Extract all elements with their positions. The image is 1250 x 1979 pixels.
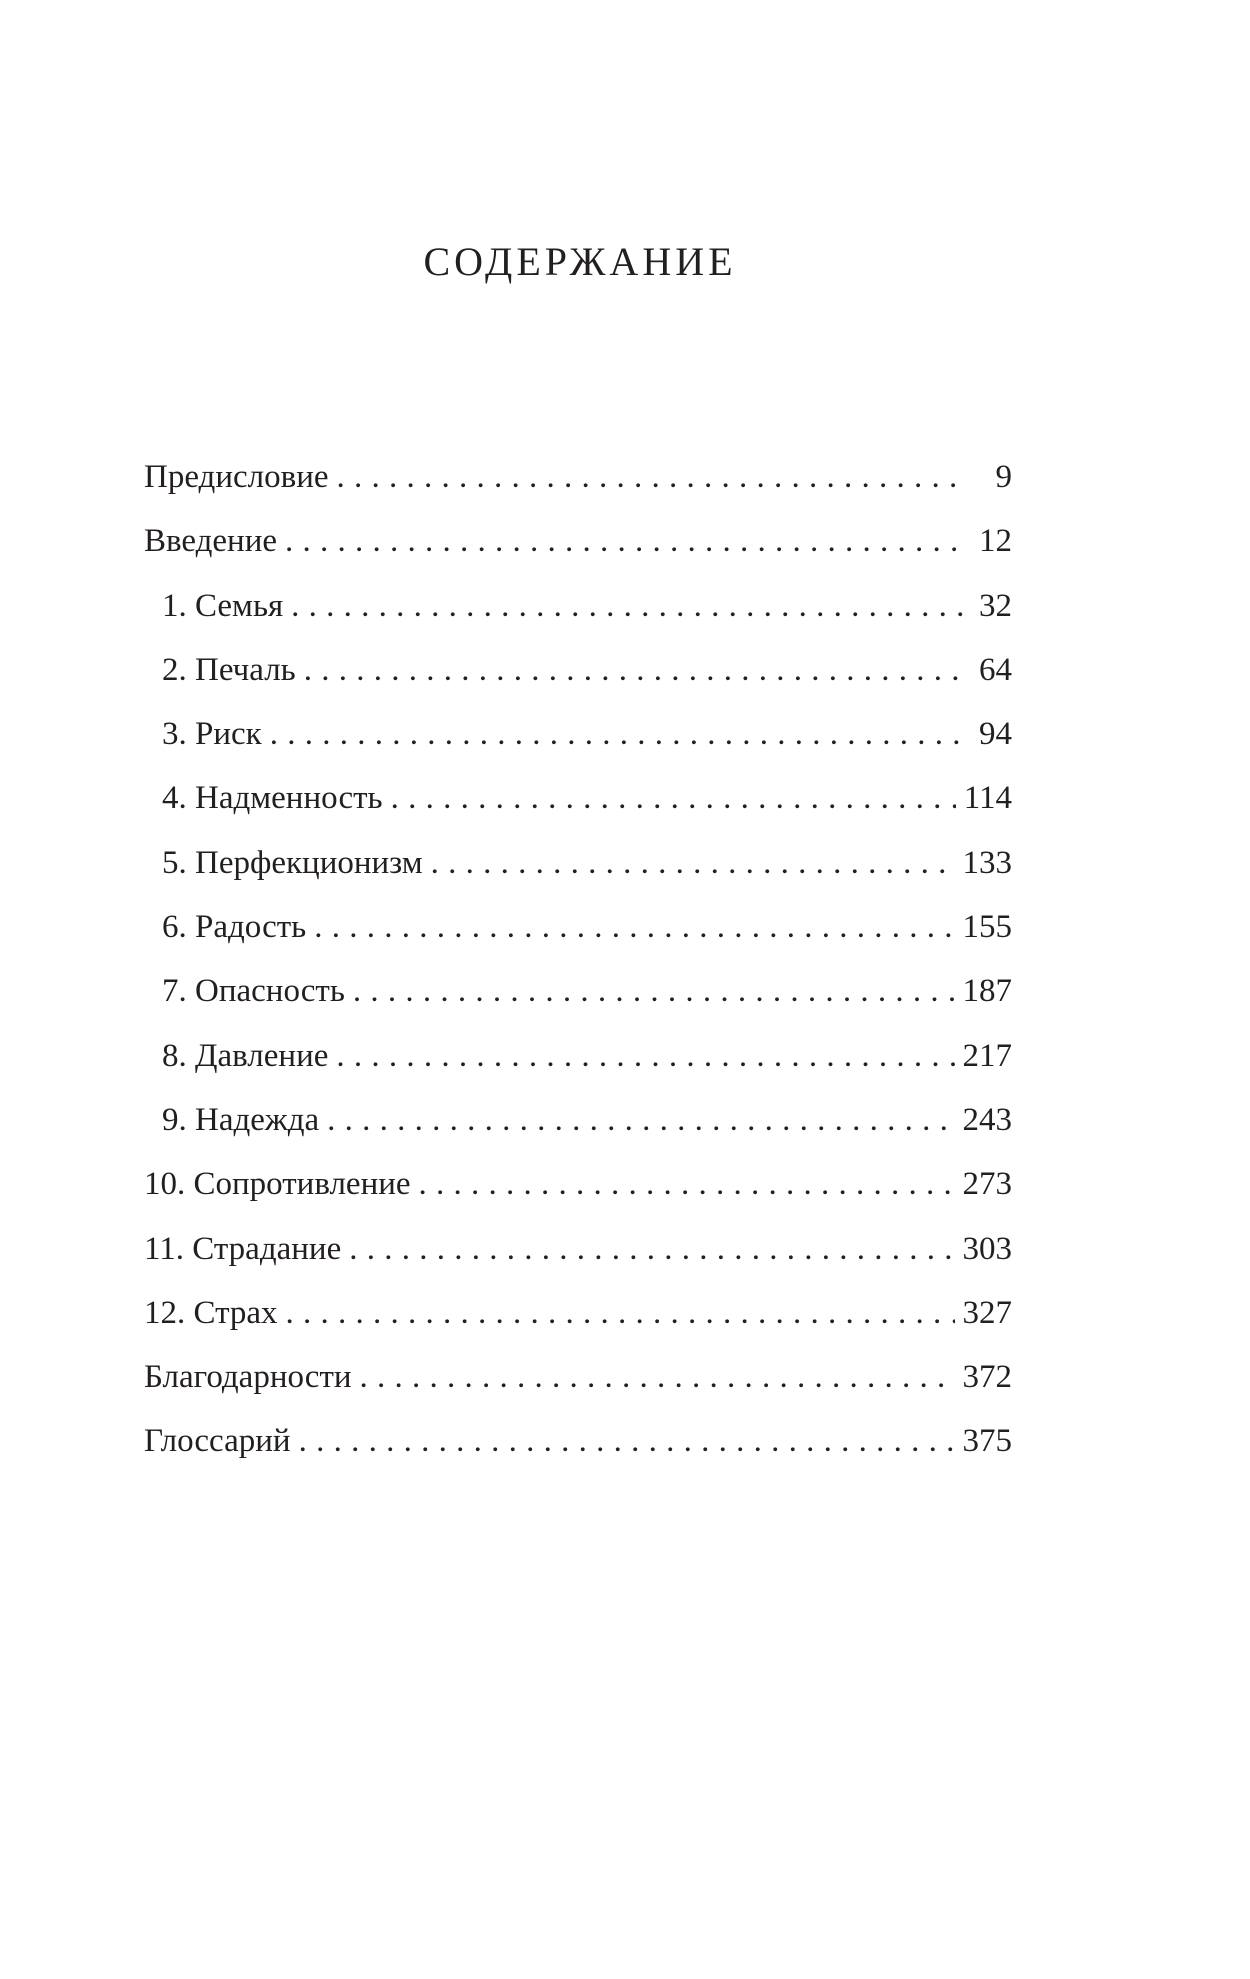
dot-leader	[360, 1345, 955, 1409]
toc-entry-page-number: 303	[962, 1230, 1012, 1267]
toc-entry	[144, 766, 1012, 830]
toc-entry-label: 3. Риск	[162, 716, 262, 753]
toc-entry-label: 9. Надежда	[162, 1101, 320, 1138]
toc-entry	[144, 509, 1012, 573]
toc-entry-label: 10. Сопротивление	[144, 1166, 411, 1203]
dot-leader	[285, 509, 964, 573]
toc-entry-label: Благодарности	[144, 1359, 352, 1396]
dot-leader	[336, 1024, 954, 1088]
toc-entry-page-number: 9	[995, 459, 1012, 495]
toc-entry-label: 6. Радость	[162, 909, 307, 946]
toc-entry-label: 5. Перфекционизм	[162, 844, 423, 881]
toc-entry-page-number: 155	[962, 909, 1012, 946]
dot-leader	[391, 766, 956, 830]
dot-leader	[286, 1281, 955, 1345]
toc-entry-label: 1. Семья	[162, 587, 284, 624]
toc-entry	[144, 638, 1012, 702]
dot-leader	[337, 445, 965, 509]
dot-leader	[299, 1409, 955, 1473]
toc-entry	[144, 445, 1012, 509]
toc-entry	[144, 831, 1012, 895]
toc-entry-label: 2. Печаль	[162, 651, 296, 688]
toc-entry-label: Предисловие	[144, 459, 329, 495]
dot-leader	[304, 638, 964, 702]
toc-entry-page-number: 327	[962, 1294, 1012, 1331]
toc-entry-page-number: 273	[962, 1166, 1012, 1203]
dot-leader	[327, 1088, 954, 1152]
toc-entry	[144, 1217, 1012, 1281]
toc-entry-label: 12. Страх	[144, 1294, 278, 1331]
toc-entry	[144, 1409, 1012, 1473]
toc-entry-label: 7. Опасность	[162, 973, 345, 1010]
dot-leader	[431, 831, 955, 895]
toc-entry-page-number: 32	[979, 587, 1012, 624]
toc-entry-page-number: 187	[962, 973, 1012, 1010]
toc-entry	[144, 1088, 1012, 1152]
toc-entry	[144, 1281, 1012, 1345]
toc-entry-page-number: 114	[963, 780, 1012, 817]
toc-entry-page-number: 64	[979, 651, 1012, 688]
dot-leader	[349, 1217, 954, 1281]
toc-entry-label: 11. Страдание	[144, 1230, 342, 1267]
toc-entry-page-number: 243	[962, 1101, 1012, 1138]
dot-leader	[291, 574, 964, 638]
toc-entry	[144, 1345, 1012, 1409]
table-of-contents	[144, 445, 1012, 1474]
toc-entry	[144, 1152, 1012, 1216]
dot-leader	[419, 1152, 955, 1216]
toc-entry-page-number: 94	[979, 716, 1012, 753]
toc-entry-page-number: 372	[962, 1359, 1012, 1396]
dot-leader	[314, 895, 954, 959]
toc-entry-page-number: 375	[962, 1423, 1012, 1460]
dot-leader	[353, 959, 955, 1023]
toc-entry	[144, 574, 1012, 638]
toc-entry-label: Глоссарий	[144, 1423, 291, 1460]
toc-entry	[144, 895, 1012, 959]
toc-entry-label: Введение	[144, 523, 278, 560]
toc-entry-page-number: 133	[962, 844, 1012, 881]
toc-entry-page-number: 12	[979, 523, 1012, 560]
toc-entry-page-number: 217	[962, 1037, 1012, 1074]
toc-entry	[144, 702, 1012, 766]
page-title: СОДЕРЖАНИЕ	[423, 239, 737, 284]
toc-entry-label: 8. Давление	[162, 1037, 329, 1074]
toc-entry	[144, 959, 1012, 1023]
dot-leader	[270, 702, 964, 766]
toc-entry	[144, 1024, 1012, 1088]
toc-entry-label: 4. Надменность	[162, 780, 383, 817]
